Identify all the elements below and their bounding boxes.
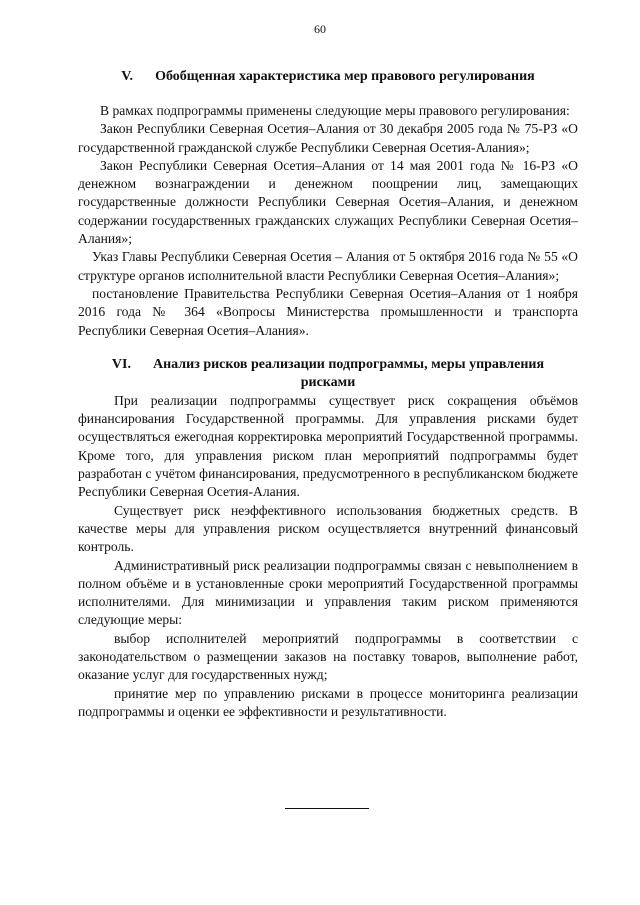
section-5-heading bbox=[78, 68, 578, 86]
section-5-number: V. bbox=[121, 69, 134, 84]
section-6-measure-1: выбор исполнителей мероприятий подпрограммы в соответствии с законодательством о размещении заказов на поставку товаров, выполнение работ, оказание услуг для государственных нужд; bbox=[78, 630, 578, 683]
document-body bbox=[78, 68, 578, 721]
section-5-law-2: Закон Республики Северная Осетия–Алания от 14 мая 2001 года № 16-РЗ «О денежном вознаграждении и денежном поощрении лиц, замещающих государственные должности Республики Северная Осетия–Алания, и денежном содержании государственных гражданских служащих Республики Северная Осетия–Алания»; bbox=[78, 157, 578, 247]
section-5-resolution: постановление Правительства Республики Северная Осетия–Алания от 1 ноября 2016 года № 364 «Вопросы Министерства промышленности и транспорта Республики Северная Осетия–Алания». bbox=[78, 285, 578, 338]
section-6-paragraph-3: Административный риск реализации подпрограммы связан с невыполнением в полном объёме и в установленные сроки мероприятий Государственной программы исполнителями. Для минимизации и управления таким риском применяются следующие меры: bbox=[78, 557, 578, 628]
section-6-measure-2: принятие мер по управлению рисками в процессе мониторинга реализации подпрограммы и оценки ее эффективности и результативности. bbox=[78, 685, 578, 719]
section-5-decree: Указ Главы Республики Северная Осетия – Алания от 5 октября 2016 года № 55 «О структуре органов исполнительной власти Республики Северная Осетия–Алания»; bbox=[78, 249, 578, 283]
footer-separator-line bbox=[285, 808, 369, 809]
section-5-law-1: Закон Республики Северная Осетия–Алания от 30 декабря 2005 года № 75-РЗ «О государственной гражданской службе Республики Северная Осетия-Алания»; bbox=[78, 121, 578, 155]
section-5-paragraph-1: В рамках подпрограммы применены следующие меры правового регулирования: bbox=[100, 103, 570, 118]
section-6-title-line-1: Анализ рисков реализации подпрограммы, меры управления bbox=[152, 356, 545, 372]
section-6-title-line-2: рисками bbox=[300, 374, 356, 390]
section-5-title: Обобщенная характеристика мер правового регулирования bbox=[155, 69, 535, 84]
section-6-paragraph-1: При реализации подпрограммы существует риск сокращения объёмов финансирования Государственной программы. Для управления рисками будет осуществляться ежегодная корректировка мероприятий Государственной программы. Кроме того, для управления риском план мероприятий подпрограммы будет разработан с учётом финансирования, предусмотренного в республиканском бюджете Республики Северная Осетия-Алания. bbox=[78, 392, 578, 500]
section-6-number: VI. bbox=[111, 356, 131, 372]
section-6-heading bbox=[78, 356, 578, 392]
page-number: 60 bbox=[314, 22, 326, 36]
section-6-paragraph-2: Существует риск неэффективного использования бюджетных средств. В качестве меры для управления риском осуществляется внутренний финансовый контроль. bbox=[78, 502, 578, 555]
